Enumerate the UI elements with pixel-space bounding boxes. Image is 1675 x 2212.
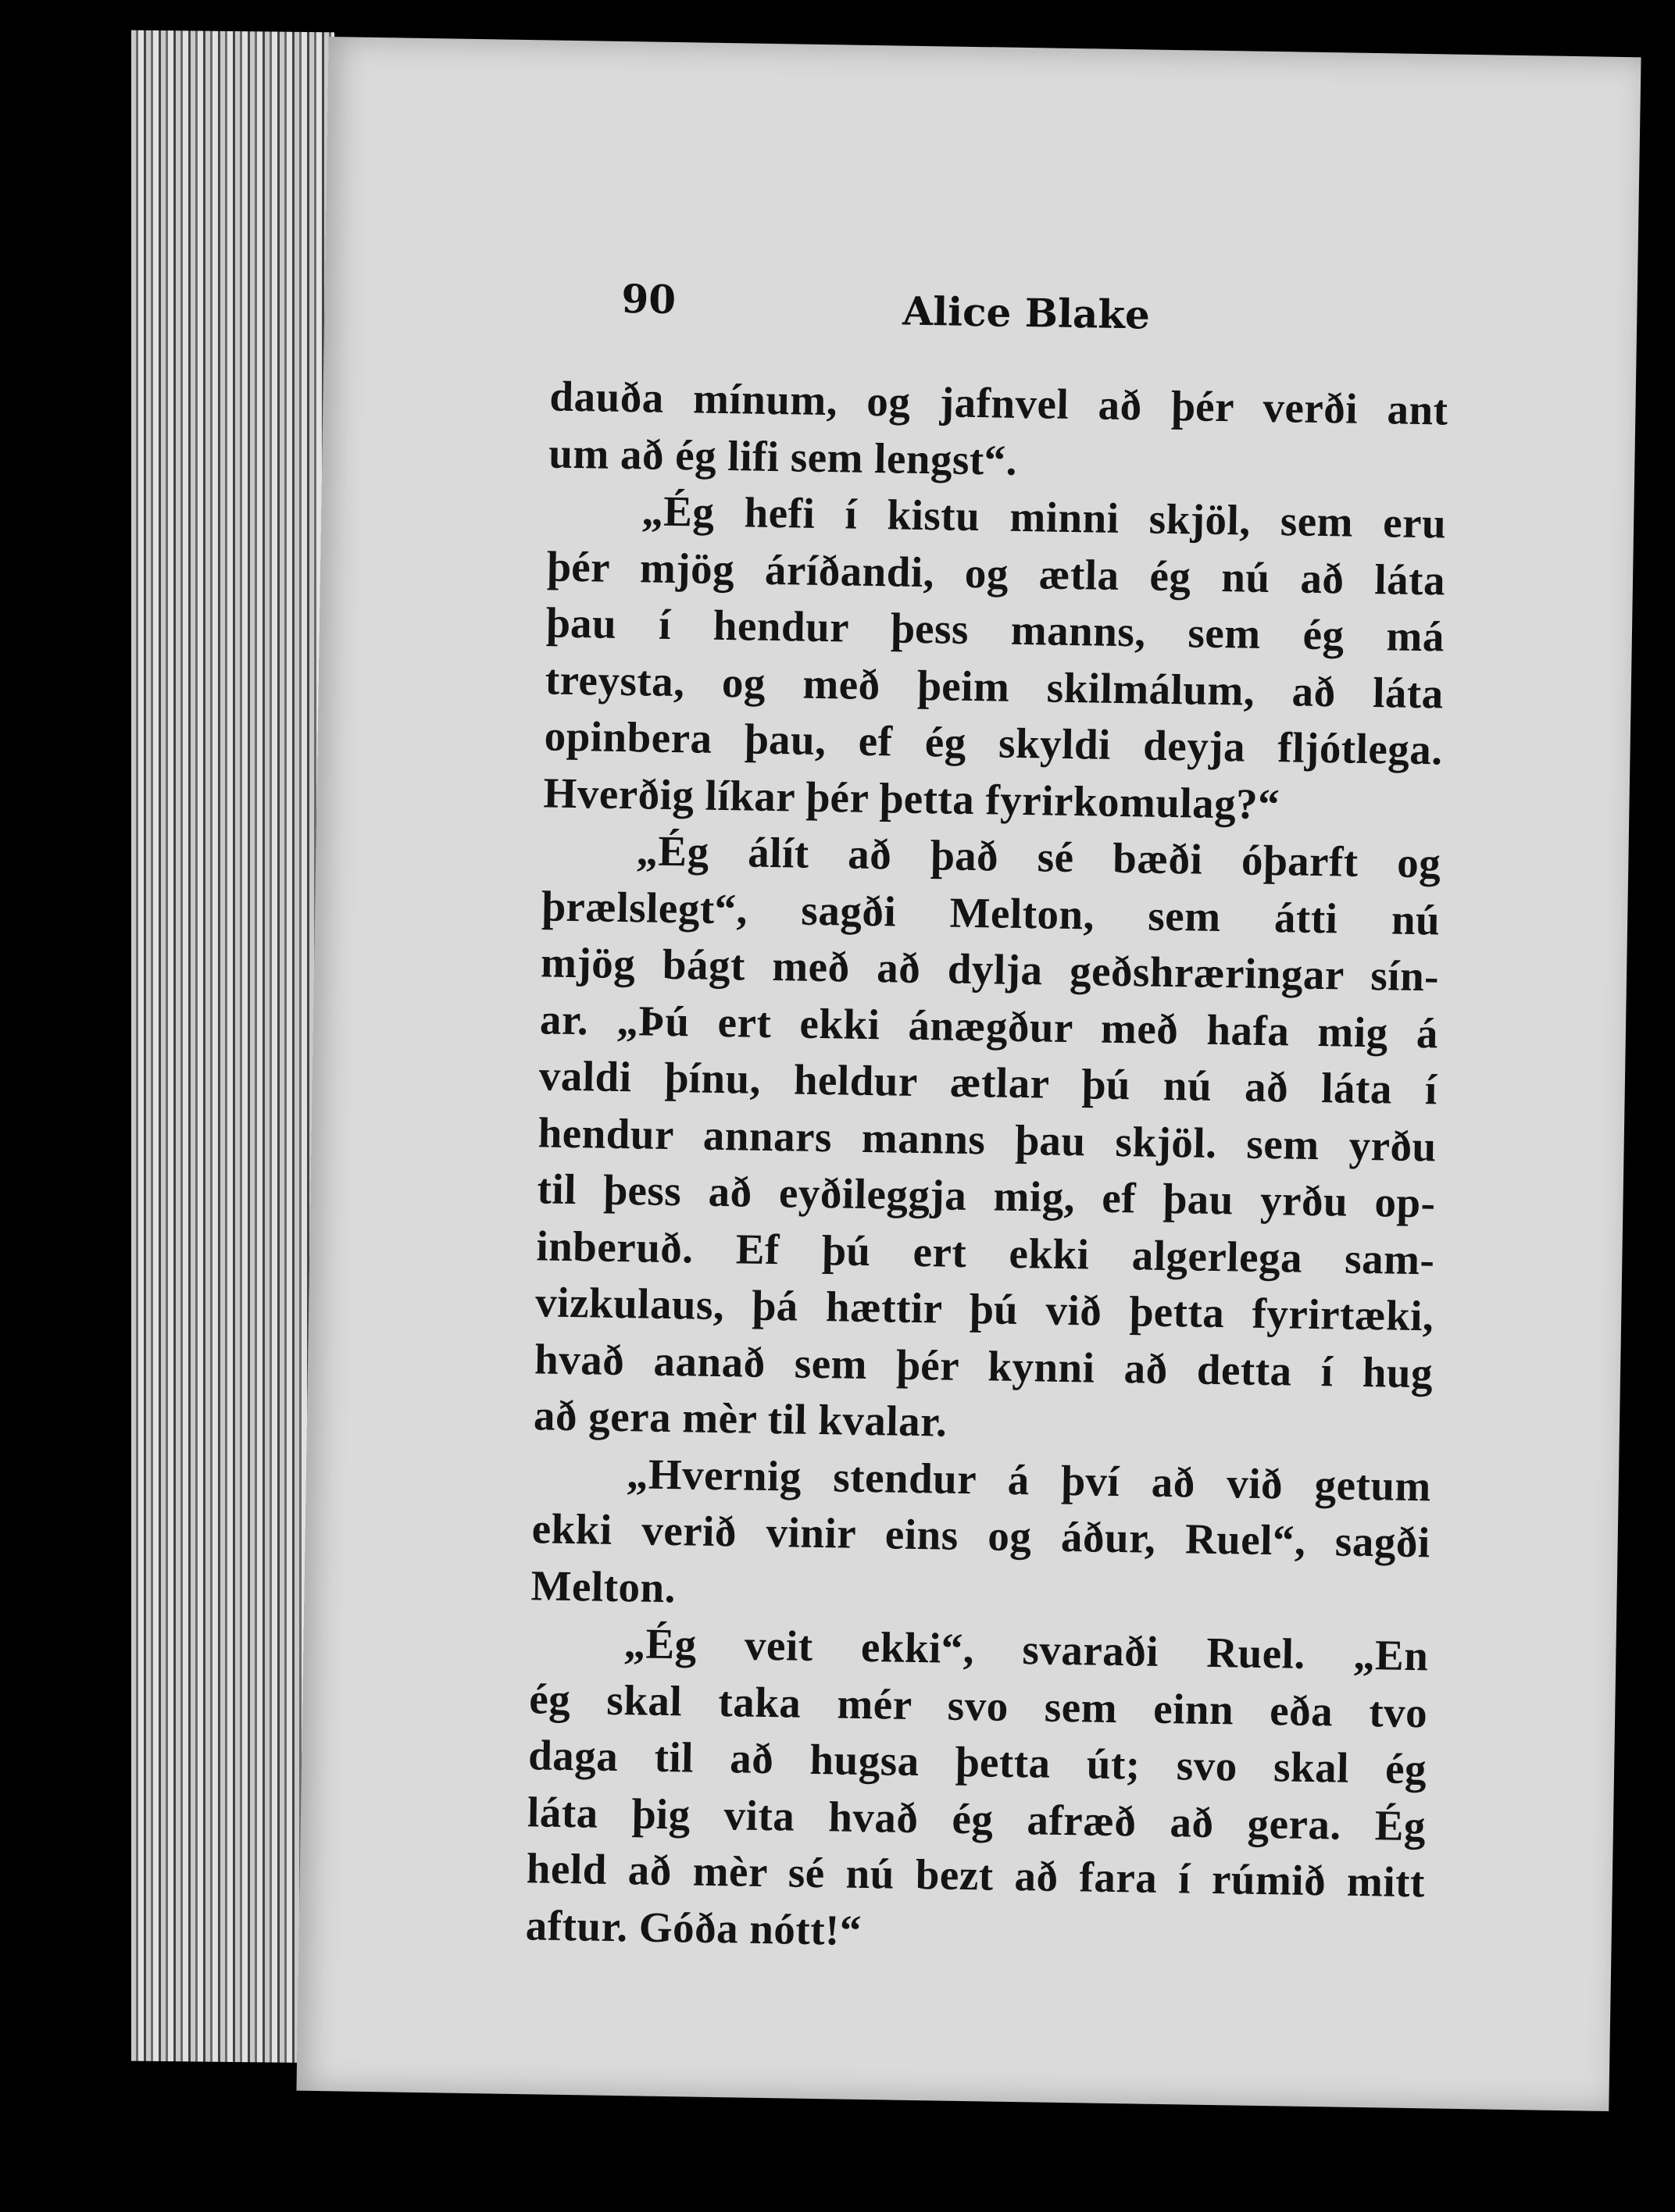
text-line: þau í hendur þess manns, sem ég má bbox=[545, 598, 1445, 661]
text-line: hvað aanað sem þér kynni að detta í hug bbox=[534, 1334, 1434, 1397]
text-line: dauða mínum, og jafnvel að þér verði ant bbox=[549, 372, 1448, 434]
text-line: hendur annars manns þau skjöl. sem yrðu bbox=[538, 1108, 1438, 1170]
text-line: „Ég álít að það sé bæði óþarft og bbox=[635, 826, 1441, 887]
text-line: ég skal taka mér svo sem einn eða tvo bbox=[528, 1674, 1428, 1736]
text-line: held að mèr sé nú bezt að fara í rúmið mitt bbox=[526, 1844, 1426, 1907]
text-line: ekki verið vinir eins og áður, Ruel“, sagði bbox=[531, 1504, 1431, 1567]
body-text bbox=[525, 368, 1448, 1968]
text-line: mjög bágt með að dylja geðshræringar sín- bbox=[540, 938, 1440, 1001]
text-line: um að ég lifi sem lengst“. bbox=[548, 428, 1018, 484]
text-line: „Ég hefi í kistu minni skjöl, sem eru bbox=[641, 487, 1447, 548]
text-line: treysta, og með þeim skilmálum, að láta bbox=[545, 655, 1445, 717]
text-line: láta þig vita hvað ég afræð að gera. Ég bbox=[527, 1787, 1427, 1850]
page-header bbox=[621, 275, 1434, 338]
text-line: þér mjög áríðandi, og ætla ég nú að láta bbox=[546, 541, 1446, 604]
text-line: ar. „Þú ert ekki ánægður með hafa mig á bbox=[539, 994, 1439, 1057]
text-line: til þess að eyðileggja mig, ef þau yrðu op- bbox=[537, 1165, 1436, 1227]
text-line: aftur. Góða nótt!“ bbox=[525, 1900, 862, 1954]
text-line: að gera mèr til kvalar. bbox=[533, 1391, 948, 1446]
text-line: valdi þínu, heldur ætlar þú nú að láta í bbox=[538, 1051, 1438, 1114]
text-line: þrælslegt“, sagði Melton, sem átti nú bbox=[541, 881, 1441, 944]
text-line: „Ég veit ekki“, svaraði Ruel. „En bbox=[623, 1619, 1429, 1680]
running-title: Alice Blake bbox=[902, 287, 1151, 338]
text-line: inberuð. Ef þú ert ekki algerlega sam- bbox=[536, 1221, 1435, 1283]
text-line: vizkulaus, þá hættir þú við þetta fyrirtæki, bbox=[534, 1278, 1434, 1340]
text-line: „Hvernig stendur á því að við getum bbox=[626, 1449, 1432, 1510]
text-line: daga til að hugsa þetta út; svo skal ég bbox=[527, 1731, 1427, 1793]
page-number: 90 bbox=[621, 275, 677, 323]
book-page bbox=[296, 37, 1641, 2111]
text-line: Hverðig líkar þér þetta fyrirkomulag?“ bbox=[543, 768, 1280, 828]
text-line: Melton. bbox=[530, 1561, 677, 1611]
text-line: opinbera þau, ef ég skyldi deyja fljótlega. bbox=[544, 712, 1444, 774]
